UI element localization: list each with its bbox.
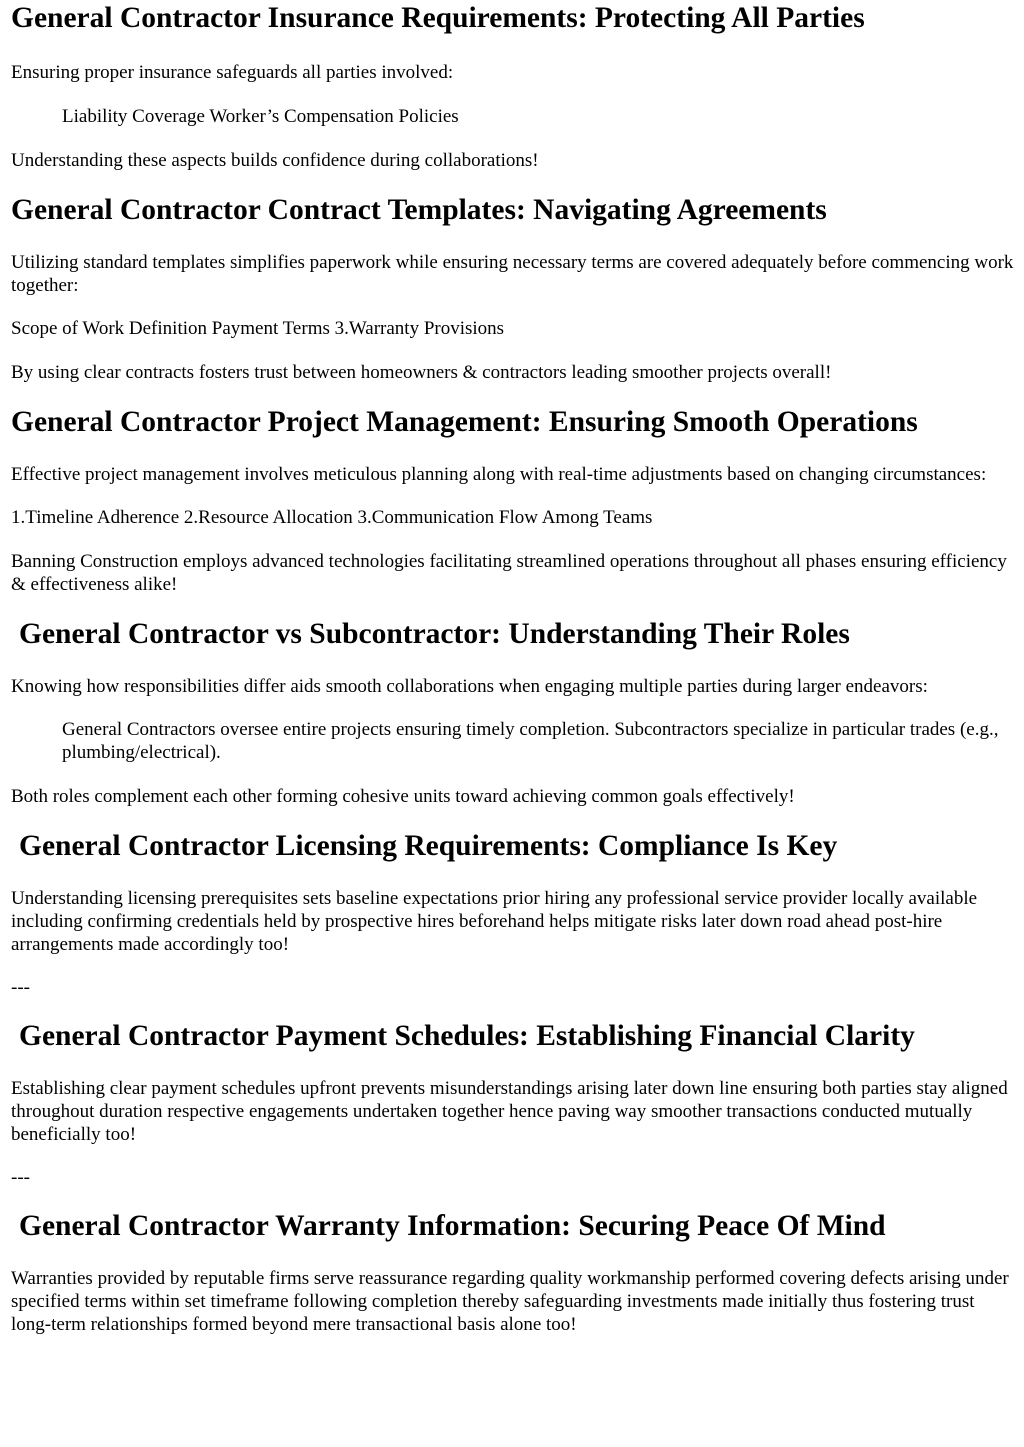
section-outro-insurance: Understanding these aspects builds confidence during collaborations! bbox=[11, 150, 539, 171]
section-list-contract-templates: Scope of Work Definition Payment Terms 3.Warranty Provisions bbox=[11, 318, 505, 339]
section-heading-warranty: General Contractor Warranty Information: Securing Peace Of Mind bbox=[19, 1210, 886, 1242]
section-body-licensing: Understanding licensing prerequisites sets baseline expectations prior hiring any professional service provider locally available including confirming credentials held by prospective hires beforehand helps mitigate risks later down road ahead post-hire arrangements made accordingly too! bbox=[11, 888, 978, 955]
section-intro-roles: Knowing how responsibilities differ aids smooth collaborations when engaging multiple parties during larger endeavors: bbox=[11, 676, 928, 697]
section-heading-project-management: General Contractor Project Management: Ensuring Smooth Operations bbox=[11, 406, 918, 438]
section-list-roles: General Contractors oversee entire projects ensuring timely completion. Subcontractors specialize in particular trades (e.g., plumbing/electrical). bbox=[62, 719, 999, 763]
section-body-payment-schedules: Establishing clear payment schedules upfront prevents misunderstandings arising later down line ensuring both parties stay aligned throughout duration respective engagements undertaken together hence paving way smoother transactions conducted mutually beneficially too! bbox=[11, 1078, 1008, 1145]
section-heading-roles: General Contractor vs Subcontractor: Understanding Their Roles bbox=[19, 618, 850, 650]
section-heading-insurance: General Contractor Insurance Requirements: Protecting All Parties bbox=[11, 2, 865, 34]
section-body-warranty: Warranties provided by reputable firms serve reassurance regarding quality workmanship performed covering defects arising under specified terms within set timeframe following completion thereby safeguarding investments made initially thus fostering trust long-term relationships formed beyond mere transactional basis alone too! bbox=[11, 1268, 1009, 1335]
section-intro-project-management: Effective project management involves meticulous planning along with real-time adjustments based on changing circumstances: bbox=[11, 464, 987, 485]
section-intro-insurance: Ensuring proper insurance safeguards all parties involved: bbox=[11, 62, 454, 83]
section-outro-project-management: Banning Construction employs advanced technologies facilitating streamlined operations throughout all phases ensuring efficiency & effectiveness alike! bbox=[11, 551, 1007, 595]
section-heading-contract-templates: General Contractor Contract Templates: Navigating Agreements bbox=[11, 194, 827, 226]
section-separator: --- bbox=[11, 1167, 30, 1188]
section-intro-contract-templates: Utilizing standard templates simplifies paperwork while ensuring necessary terms are covered adequately before commencing work together: bbox=[11, 252, 1014, 296]
section-outro-contract-templates: By using clear contracts fosters trust between homeowners & contractors leading smoother projects overall! bbox=[11, 362, 832, 383]
section-outro-roles: Both roles complement each other forming cohesive units toward achieving common goals effectively! bbox=[11, 786, 795, 807]
section-list-project-management: 1.Timeline Adherence 2.Resource Allocation 3.Communication Flow Among Teams bbox=[11, 507, 653, 528]
section-separator: --- bbox=[11, 977, 30, 998]
section-heading-licensing: General Contractor Licensing Requirements: Compliance Is Key bbox=[19, 830, 838, 862]
section-list-insurance: Liability Coverage Worker’s Compensation Policies bbox=[62, 106, 459, 127]
section-heading-payment-schedules: General Contractor Payment Schedules: Establishing Financial Clarity bbox=[19, 1020, 915, 1052]
article bbox=[0, 1, 1024, 1336]
